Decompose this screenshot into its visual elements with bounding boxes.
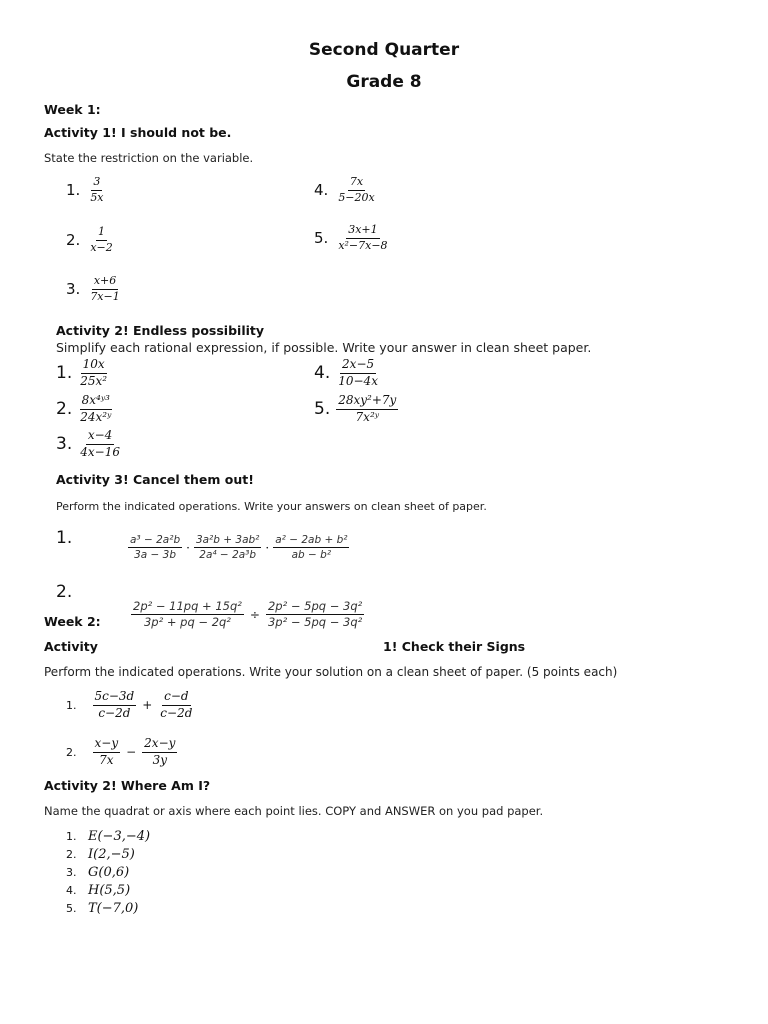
a2-item-1 <box>56 358 109 389</box>
list-item <box>66 881 150 899</box>
fraction <box>158 690 194 721</box>
multiply-operator: · <box>186 540 190 555</box>
a1-item-5 <box>314 224 390 252</box>
point: T(−7,0) <box>88 901 139 916</box>
item-number: 1. <box>66 698 77 712</box>
point: G(0,6) <box>88 865 130 880</box>
fraction <box>336 224 389 252</box>
fraction <box>93 737 121 768</box>
fraction <box>78 358 109 389</box>
a1-item-3 <box>66 275 122 303</box>
item-number: 2. <box>66 231 81 250</box>
week1-label: Week 1: <box>44 102 101 117</box>
a1-item-1 <box>66 176 106 204</box>
fraction <box>336 358 380 389</box>
numerator: 2x−5 <box>340 358 376 374</box>
activity1-title: Activity 1! I should not be. <box>44 125 232 140</box>
w2-a1-item-1 <box>66 690 194 721</box>
item-number: 5. <box>314 399 331 420</box>
numerator: c−d <box>162 690 190 706</box>
list-item <box>66 899 150 917</box>
numerator: 3a²b + 3ab² <box>194 534 261 548</box>
item-number: 1. <box>66 181 81 200</box>
fraction <box>88 275 121 303</box>
numerator: 3 <box>91 176 102 191</box>
fraction <box>93 690 137 721</box>
week2-activity1-instruction: Perform the indicated operations. Write your solution on a clean sheet of paper. (5 points each) <box>44 665 618 679</box>
item-number: 2. <box>56 399 73 420</box>
a2-item-3 <box>56 429 122 460</box>
a3-item-1-number: 1. <box>56 528 73 548</box>
item-number: 4. <box>66 884 77 897</box>
fraction <box>336 176 376 204</box>
page-title: Second Quarter <box>308 40 460 60</box>
numerator: 8x⁴ʸ³ <box>80 394 112 410</box>
a2-item-2 <box>56 394 113 425</box>
list-item <box>66 863 150 881</box>
denominator: 25x² <box>80 373 108 388</box>
fraction <box>336 394 398 425</box>
fraction <box>142 737 177 768</box>
list-item <box>66 845 150 863</box>
point: H(5,5) <box>88 883 131 898</box>
fraction <box>78 394 113 425</box>
denominator: c−2d <box>98 705 131 720</box>
a2-item-5 <box>314 394 398 425</box>
minus-operator: − <box>126 745 137 760</box>
denominator: 7x²ʸ <box>355 409 380 424</box>
plus-operator: + <box>142 698 153 713</box>
denominator: 7x <box>99 752 114 767</box>
numerator: x+6 <box>92 275 118 290</box>
a3-item-2-number: 2. <box>56 582 73 602</box>
denominator: 3a − 3b <box>134 549 177 562</box>
w2-a1-item-2 <box>66 737 177 768</box>
week2-activity1-title-left: Activity <box>44 639 98 654</box>
point: I(2,−5) <box>88 847 135 862</box>
numerator: 10x <box>81 358 107 374</box>
numerator: a³ − 2a²b <box>128 534 182 548</box>
fraction <box>266 600 364 629</box>
denominator: 3p² + pq − 2q² <box>143 615 231 630</box>
a1-item-4 <box>314 176 377 204</box>
item-number: 2. <box>66 745 77 759</box>
numerator: x−4 <box>86 429 114 445</box>
denominator: x−2 <box>90 240 113 254</box>
activity1-instruction: State the restriction on the variable. <box>44 151 254 165</box>
denominator: 3y <box>152 752 167 767</box>
fraction <box>88 226 114 254</box>
item-number: 3. <box>56 434 73 455</box>
denominator: c−2d <box>160 705 193 720</box>
item-number: 5. <box>314 229 329 248</box>
grade-heading: Grade 8 <box>346 72 422 92</box>
numerator: 3x+1 <box>346 224 379 239</box>
item-number: 3. <box>66 866 77 879</box>
numerator: 2p² − 5pq − 3q² <box>266 600 364 615</box>
numerator: 2p² − 11pq + 15q² <box>131 600 244 615</box>
numerator: 28xy²+7y <box>336 394 398 410</box>
activity3-title: Activity 3! Cancel them out! <box>56 472 254 487</box>
denominator: 5−20x <box>338 190 375 204</box>
fraction <box>78 429 122 460</box>
week2-activity1-title-right: 1! Check their Signs <box>383 639 526 654</box>
item-number: 1. <box>66 830 77 843</box>
item-number: 3. <box>66 280 81 299</box>
list-item <box>66 827 150 845</box>
numerator: 1 <box>96 226 107 241</box>
numerator: 2x−y <box>142 737 177 753</box>
numerator: x−y <box>93 737 121 753</box>
points-list <box>66 827 150 917</box>
denominator: ab − b² <box>291 549 332 562</box>
a3-item-1-expression <box>128 534 349 561</box>
fraction <box>88 176 105 204</box>
item-number: 1. <box>56 363 73 384</box>
fraction <box>273 534 349 561</box>
week2-activity2-title: Activity 2! Where Am I? <box>44 778 211 793</box>
item-number: 2. <box>66 848 77 861</box>
denominator: 24x²ʸ <box>80 409 112 424</box>
a1-item-2 <box>66 226 115 254</box>
fraction <box>128 534 182 561</box>
denominator: 2a⁴ − 2a³b <box>199 549 257 562</box>
item-number: 4. <box>314 181 329 200</box>
item-number: 4. <box>314 363 331 384</box>
activity2-title: Activity 2! Endless possibility <box>56 323 265 338</box>
numerator: 7x <box>348 176 365 191</box>
fraction <box>194 534 261 561</box>
a3-item-2-expression <box>131 600 364 629</box>
item-number: 5. <box>66 902 77 915</box>
numerator: a² − 2ab + b² <box>273 534 349 548</box>
divide-operator: ÷ <box>249 607 260 622</box>
denominator: x²−7x−8 <box>338 238 388 252</box>
denominator: 5x <box>90 190 104 204</box>
fraction <box>131 600 244 629</box>
multiply-operator: · <box>265 540 270 555</box>
a2-item-4 <box>314 358 380 389</box>
denominator: 7x−1 <box>90 289 120 303</box>
denominator: 4x−16 <box>80 444 120 459</box>
activity3-instruction: Perform the indicated operations. Write your answers on clean sheet of paper. <box>56 500 487 513</box>
point: E(−3,−4) <box>88 829 151 844</box>
numerator: 5c−3d <box>93 690 137 706</box>
denominator: 10−4x <box>338 373 378 388</box>
denominator: 3p² − 5pq − 3q² <box>267 615 363 630</box>
week2-activity2-instruction: Name the quadrat or axis where each point lies. COPY and ANSWER on you pad paper. <box>44 804 544 818</box>
activity2-instruction: Simplify each rational expression, if possible. Write your answer in clean sheet paper. <box>56 340 592 355</box>
week2-label: Week 2: <box>44 614 101 629</box>
